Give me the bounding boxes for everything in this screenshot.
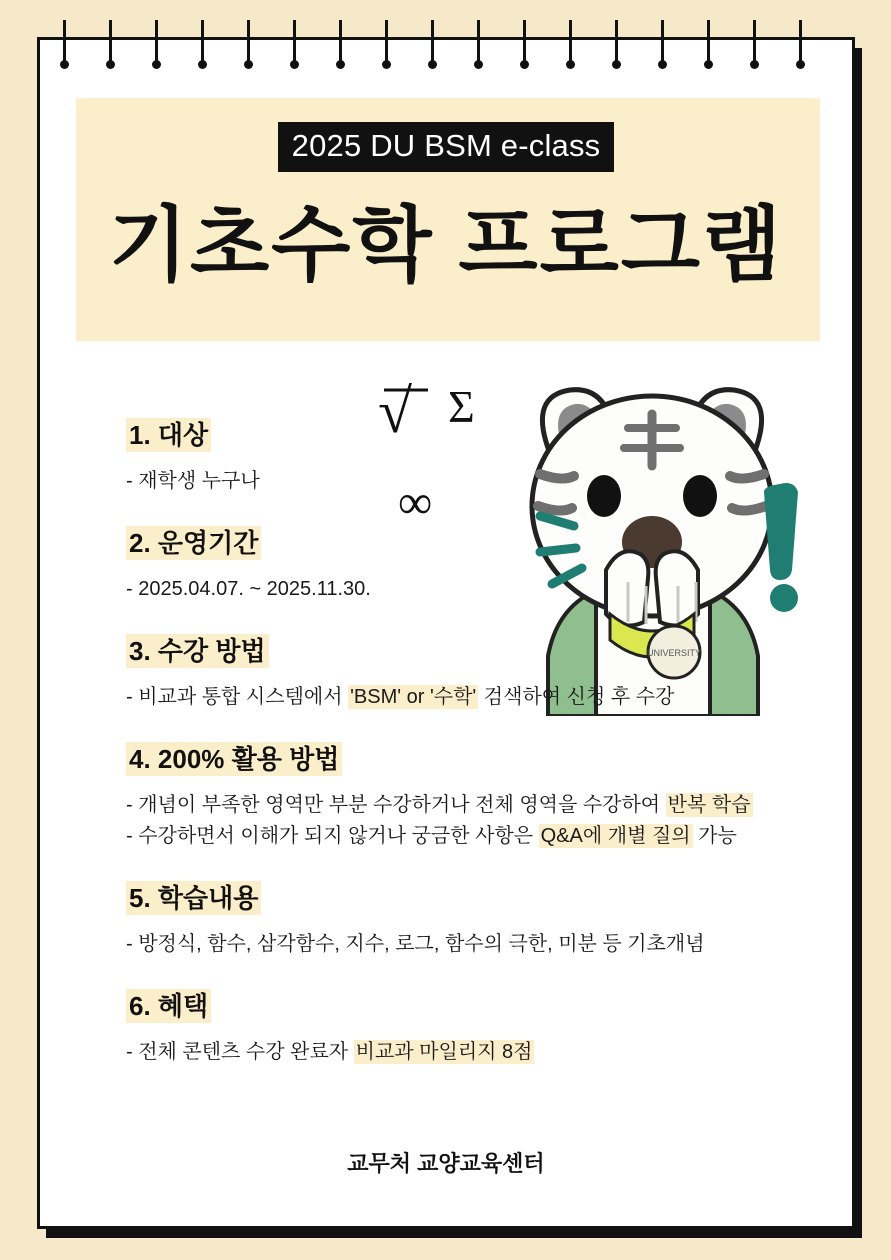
section-3-highlight: 'BSM' or '수학' [350, 686, 477, 708]
section-5-heading: 5. 학습내용 [126, 878, 816, 915]
section-2 [126, 523, 816, 605]
section-3-text-a: - 비교과 통합 시스템에서 [126, 686, 349, 708]
section-6 [126, 986, 816, 1068]
svg-text:∞: ∞ [398, 476, 433, 529]
poster-content [126, 415, 816, 1094]
section-4-body [126, 790, 816, 852]
section-2-body: - 2025.04.07. ~ 2025.11.30. [126, 578, 371, 600]
eyebrow-label: 2025 DU BSM e-class [278, 122, 615, 172]
section-4-line-1 [126, 790, 816, 821]
section-4-line-2 [126, 821, 816, 852]
section-4-highlight-2: Q&A에 개별 질의 [540, 825, 691, 847]
section-4-text-b: - 수강하면서 이해가 되지 않거나 궁금한 사항은 [126, 825, 539, 847]
section-1 [126, 415, 816, 497]
svg-text:√: √ [378, 378, 413, 446]
section-3 [126, 631, 816, 713]
section-6-line [126, 1037, 816, 1068]
section-6-highlight: 비교과 마일리지 8점 [355, 1041, 533, 1063]
section-4 [126, 739, 816, 852]
section-4-text-a: - 개념이 부족한 영역만 부분 수강하거나 전체 영역을 수강하여 [126, 794, 666, 816]
spiral-binding [38, 20, 854, 90]
section-4-highlight-1: 반복 학습 [667, 794, 751, 816]
section-3-heading: 3. 수강 방법 [126, 631, 816, 668]
poster-page [38, 38, 854, 1228]
poster-footer: 교무처 교양교육센터 [347, 1151, 545, 1176]
section-5 [126, 878, 816, 960]
section-3-line [126, 682, 816, 713]
svg-text:Σ: Σ [448, 381, 475, 432]
section-4-text-c: 가능 [692, 825, 737, 847]
section-6-text-a: - 전체 콘텐츠 수강 완료자 [126, 1041, 354, 1063]
section-3-text-b: 검색하여 신청 후 수강 [478, 686, 675, 708]
poster-eyebrow [40, 122, 852, 172]
section-6-heading: 6. 혜택 [126, 986, 816, 1023]
section-4-heading: 4. 200% 활용 방법 [126, 739, 816, 776]
section-1-body: - 재학생 누구나 [126, 470, 260, 492]
page-title: 기초수학 프로그램 [108, 200, 784, 291]
section-2-heading: 2. 운영기간 [126, 523, 816, 560]
section-5-body: - 방정식, 함수, 삼각함수, 지수, 로그, 함수의 극한, 미분 등 기초개념 [126, 933, 705, 955]
section-1-heading: 1. 대상 [126, 415, 816, 452]
section-6-body [126, 1037, 816, 1068]
section-3-body [126, 682, 816, 713]
poster [38, 38, 854, 1228]
svg-text:UNIVERSITY: UNIVERSITY [646, 648, 702, 658]
